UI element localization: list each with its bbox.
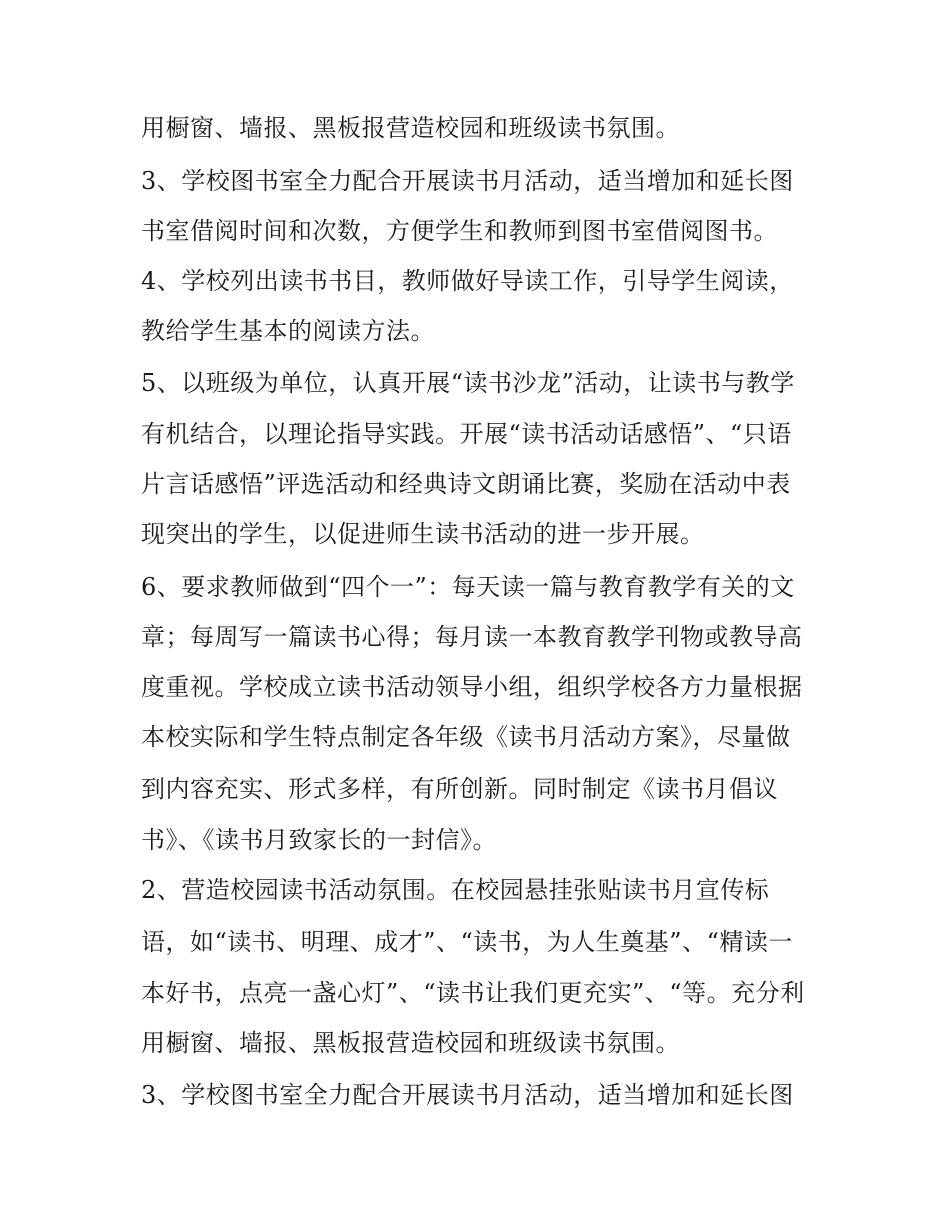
text-line: 教给学生基本的阅读方法。 xyxy=(141,317,435,345)
text-line: 3、学校图书室全力配合开展读书月活动，适当增加和延长图 xyxy=(141,167,794,195)
text-line: 3、学校图书室全力配合开展读书月活动，适当增加和延长图 xyxy=(141,1081,794,1109)
text-line: 5、以班级为单位，认真开展“读书沙龙”活动，让读书与教学 xyxy=(141,369,795,397)
text-line: 6、要求教师做到“四个一”：每天读一篇与教育教学有关的文 xyxy=(141,573,795,601)
text-line: 度重视。学校成立读书活动领导小组，组织学校各方力量根据 xyxy=(141,673,803,701)
text-line: 语，如“读书、明理、成才”、“读书，为人生奠基”、“精读一 xyxy=(141,928,793,956)
text-line: 片言话感悟”评选活动和经典诗文朗诵比赛，奖励在活动中表 xyxy=(141,470,791,498)
text-line: 用橱窗、墙报、黑板报营造校园和班级读书氛围。 xyxy=(141,1029,680,1057)
text-line: 书》、《读书月致家长的一封信》。 xyxy=(141,826,497,854)
text-line: 书室借阅时间和次数，方便学生和教师到图书室借阅图书。 xyxy=(141,217,778,245)
text-line: 章；每周写一篇读书心得；每月读一本教育教学刊物或教导高 xyxy=(141,623,803,651)
text-line: 有机结合，以理论指导实践。开展“读书活动话感悟”、“只语 xyxy=(141,420,792,448)
text-line: 2、营造校园读书活动氛围。在校园悬挂张贴读书月宣传标 xyxy=(141,876,770,904)
text-line: 到内容充实、形式多样，有所创新。同时制定《读书月倡议 xyxy=(141,775,778,803)
text-line: 现突出的学生，以促进师生读书活动的进一步开展。 xyxy=(141,520,705,548)
text-line: 4、学校列出读书书目，教师做好导读工作，引导学生阅读， xyxy=(141,267,794,295)
text-line: 本校实际和学生特点制定各年级《读书月活动方案》，尽量做 xyxy=(141,723,791,751)
text-line: 用橱窗、墙报、黑板报营造校园和班级读书氛围。 xyxy=(141,114,680,142)
text-line: 本好书，点亮一盏心灯”、“读书让我们更充实”、“等。充分利 xyxy=(141,979,805,1007)
